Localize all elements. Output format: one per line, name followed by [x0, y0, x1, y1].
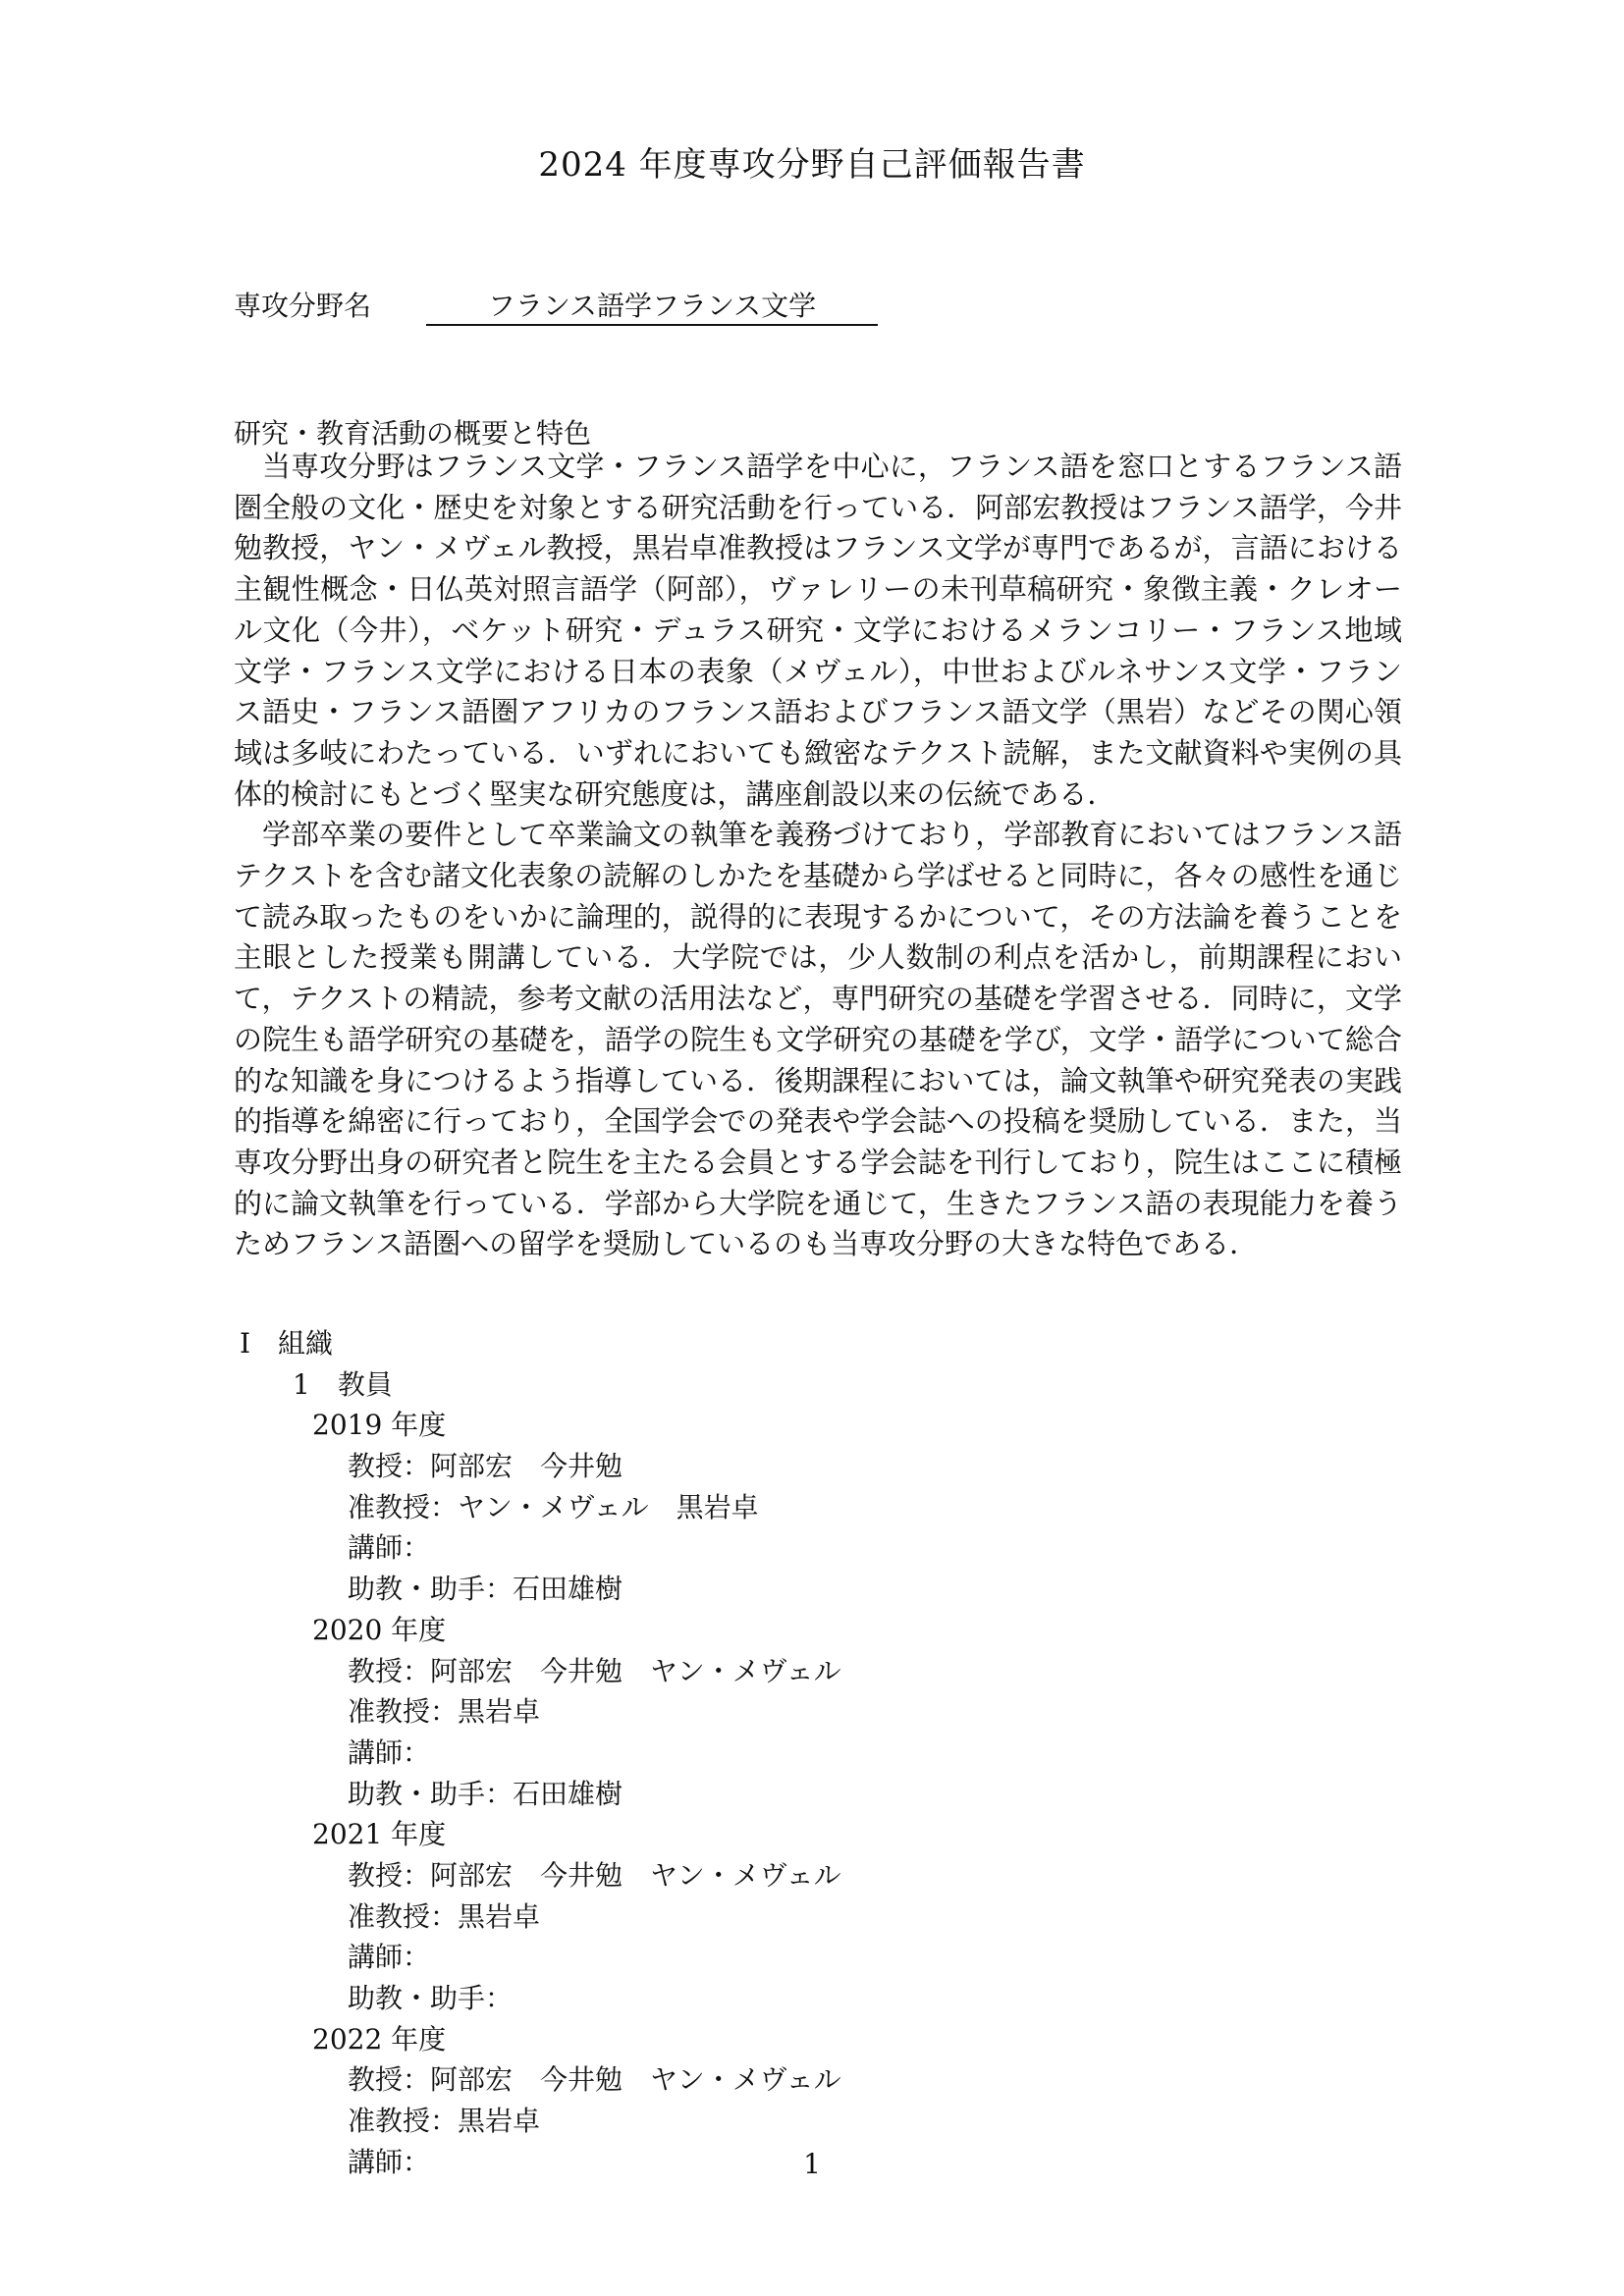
faculty-row: 講師：	[348, 1531, 431, 1565]
year-label: 2021 年度	[312, 1818, 447, 1851]
faculty-row: 教授：阿部宏 今井勉 ヤン・メヴェル	[348, 2063, 841, 2097]
faculty-row: 教授：阿部宏 今井勉 ヤン・メヴェル	[348, 1654, 841, 1687]
organization-heading: Ⅰ 組織	[240, 1327, 334, 1360]
faculty-row: 講師：	[348, 1941, 431, 1974]
faculty-row: 准教授：黒岩卓	[348, 2105, 541, 2138]
page-number: 1	[803, 2148, 821, 2180]
field-name-value: フランス語学フランス文学	[426, 285, 878, 326]
year-label: 2020 年度	[312, 1613, 447, 1646]
faculty-row: 准教授：ヤン・メヴェル 黒岩卓	[348, 1490, 759, 1523]
year-label: 2022 年度	[312, 2022, 447, 2056]
field-name-label: 専攻分野名	[234, 290, 372, 322]
document-title: 2024 年度専攻分野自己評価報告書	[538, 145, 1086, 185]
overview-heading: 研究・教育活動の概要と特色	[234, 417, 592, 450]
faculty-row: 教授：阿部宏 今井勉	[348, 1450, 623, 1483]
overview-paragraph: 当専攻分野はフランス文学・フランス語学を中心に，フランス語を窓口とするフランス語圏全般の文化・歴史を対象とする研究活動を行っている．阿部宏教授はフランス語学，今井勉教授，ヤン・メヴェル教授，黒岩卓准教授はフランス文学が専門であるが，言語における主観性概念・日仏英対照言語学（阿部），ヴァレリーの未刊草稿研究・象徴主義・クレオール文化（今井），ベケット研究・デュラス研究・文学におけるメランコリー・フランス地域文学・フランス文学における日本の表象（メヴェル），中世およびルネサンス文学・フランス語史・フランス語圏アフリカのフランス語およびフランス語文学（黒岩）などその関心領域は多岐にわたっている．いずれにおいても緻密なテクスト読解，また文献資料や実例の具体的検討にもとづく堅実な研究態度は，講座創設以来の伝統である．	[234, 450, 1402, 811]
faculty-row: 講師：	[348, 2145, 431, 2178]
faculty-row: 助教・助手：石田雄樹	[348, 1777, 623, 1810]
faculty-row: 講師：	[348, 1735, 431, 1769]
overview-paragraph: 学部卒業の要件として卒業論文の執筆を義務づけており，学部教育においてはフランス語テクストを含む諸文化表象の読解のしかたを基礎から学ばせると同時に，各々の感性を通じて読み取ったものをいかに論理的，説得的に表現するかについて，その方法論を養うことを主眼とした授業も開講している．大学院では，少人数制の利点を活かし，前期課程において，テクストの精読，参考文献の活用法など，専門研究の基礎を学習させる．同時に，文学の院生も語学研究の基礎を，語学の院生も文学研究の基礎を学び，文学・語学について総合的な知識を身につけるよう指導している．後期課程においては，論文執筆や研究発表の実践的指導を綿密に行っており，全国学会での発表や学会誌への投稿を奨励している．また，当専攻分野出身の研究者と院生を主たる会員とする学会誌を刊行しており，院生はここに積極的に論文執筆を行っている．学部から大学院を通じて，生きたフランス語の表現能力を養うためフランス語圏への留学を奨励しているのも当専攻分野の大きな特色である．	[234, 818, 1403, 1261]
faculty-row: 准教授：黒岩卓	[348, 1695, 541, 1729]
faculty-row: 教授：阿部宏 今井勉 ヤン・メヴェル	[348, 1858, 841, 1892]
faculty-subheading: 1 教員	[293, 1367, 393, 1401]
year-label: 2019 年度	[312, 1409, 447, 1442]
faculty-row: 助教・助手：石田雄樹	[348, 1573, 623, 1606]
overview-body	[234, 447, 1402, 1265]
organization-section	[234, 1323, 1402, 2182]
faculty-row: 助教・助手：	[348, 1982, 514, 2014]
faculty-row: 准教授：黒岩卓	[348, 1899, 541, 1933]
